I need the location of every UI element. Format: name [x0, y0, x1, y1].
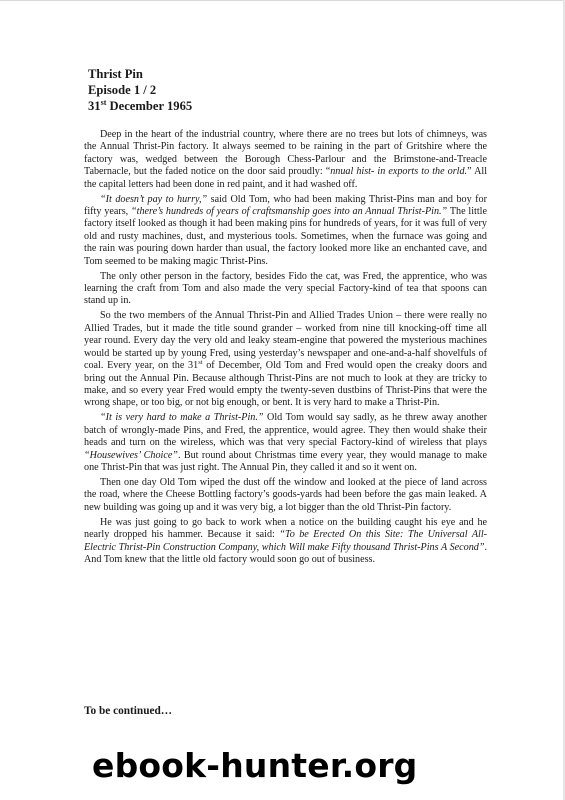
paragraph: [84, 517, 487, 567]
paragraph: [84, 129, 487, 191]
radio-show-title: “Housewives’ Choice”: [84, 449, 178, 461]
quote: “there’s hundreds of years of craftsmanship goes into an Annual Thrist-Pin.”: [131, 206, 448, 218]
paragraph-text: Old Tom would say sadly, as he threw away another batch of wrongly-made Pins, and Fred, the apprentice, would agree. They then would shake their heads and turn on the wireless, which was that very special Factory-kind of wireless that plays: [84, 412, 487, 449]
paragraph-text: The little factory itself looked as though it had been making pins for hundreds of years, for it was full of very old and rusty machines, dust, and mysterious tools. Sometimes, when the furnace was going and the rain was pouring down harder than usual, the factory looked more like an enchanted cave, and Tom seemed to be making magic Thrist-Pins.: [84, 206, 487, 267]
paragraph-text: . And Tom knew that the little old factory would soon go out of business.: [84, 541, 487, 565]
scan-top-edge: [0, 0, 565, 1]
watermark-logo: ebook-hunter.org: [92, 746, 418, 785]
date-rest: December 1965: [106, 99, 193, 113]
paragraph-text: of December, Old Tom and Fred would open the creaky doors and bring out the Annual Pin. Because although Thrist-Pins are not much to look at they are tricky to make, and so every year Fred would empty the twenty-seven dustbins of Thrist-Pins that were the wrong shape, or too big, or not big enough, or bent. It is very hard to make a Thrist-Pin.: [84, 360, 487, 409]
to-be-continued: To be continued…: [84, 705, 173, 717]
paragraph-text: . But round about Christmas time every year, they would manage to make one Thrist-Pin that was just right. The Annual Pin, they called it and so it went on.: [84, 449, 487, 473]
quote: “To be Erected On this Site: The Universal All-Electric Thrist-Pin Construction Company, which Will make Fifty thousand Thrist-Pins A Second”: [84, 529, 488, 553]
paragraph-text: He was just going to go back to work when a notice on the building caught his eye and he nearly dropped his hammer. Because it said:: [84, 516, 487, 541]
paragraph-text: said Old Tom, who had been making Thrist-Pins man and boy for fifty years,: [84, 193, 487, 218]
paragraph-text: Deep in the heart of the industrial country, where there are no trees but lots of chimneys, was the Annual Thrist-Pin factory. It always seemed to be raining in the part of Gritshire where the factory was, wedged between the Borough Chess-Parlour and the Brimstone-and-Treacle Tabernacle, but the faded notice on the door said proudly: “: [84, 129, 487, 178]
quote: “It is very hard to make a Thrist-Pin.”: [100, 412, 264, 424]
episode-label: Episode 1 / 2: [88, 83, 157, 97]
story-body: [84, 129, 487, 569]
faded-notice: nnual hist- in exports to the orld.: [330, 166, 468, 178]
ordinal-suffix: st: [198, 359, 203, 367]
paragraph-text: So the two members of the Annual Thrist-Pin and Allied Trades Union – there were really no Allied Trades, but it made the title sound grander – worked from nine till knocking-off time all year round. Every day the very old and leaky steam-engine that powered the mysterious machines would be started up by young Fred, using yesterday’s newspaper and one-and-a-half shovelfuls of coal. Every year, on the 31: [84, 310, 487, 372]
paragraph: Then one day Old Tom wiped the dust off the window and looked at the piece of land across the road, where the Cheese Bottling factory’s goods-yards had been before the gas main leaked. A new building was going up and it was very big, a lot bigger than the old Thrist-Pin factory.: [84, 476, 487, 513]
paragraph: The only other person in the factory, besides Fido the cat, was Fred, the apprentice, who was learning the craft from Tom and also made the very special Factory-kind of tea that spoons can stand up in.: [84, 270, 487, 307]
paragraph: [84, 412, 487, 474]
quote: “It doesn’t pay to hurry,”: [100, 193, 208, 205]
date-day: 31: [88, 99, 101, 113]
story-header: [88, 66, 192, 114]
paragraph: [84, 310, 487, 409]
paragraph-text: ” All the capital letters had been done in red paint, and it had washed off.: [84, 166, 488, 190]
story-date: [88, 98, 192, 114]
date-suffix: st: [100, 98, 107, 107]
paragraph: [84, 194, 487, 268]
story-title: Thrist Pin: [88, 67, 143, 81]
